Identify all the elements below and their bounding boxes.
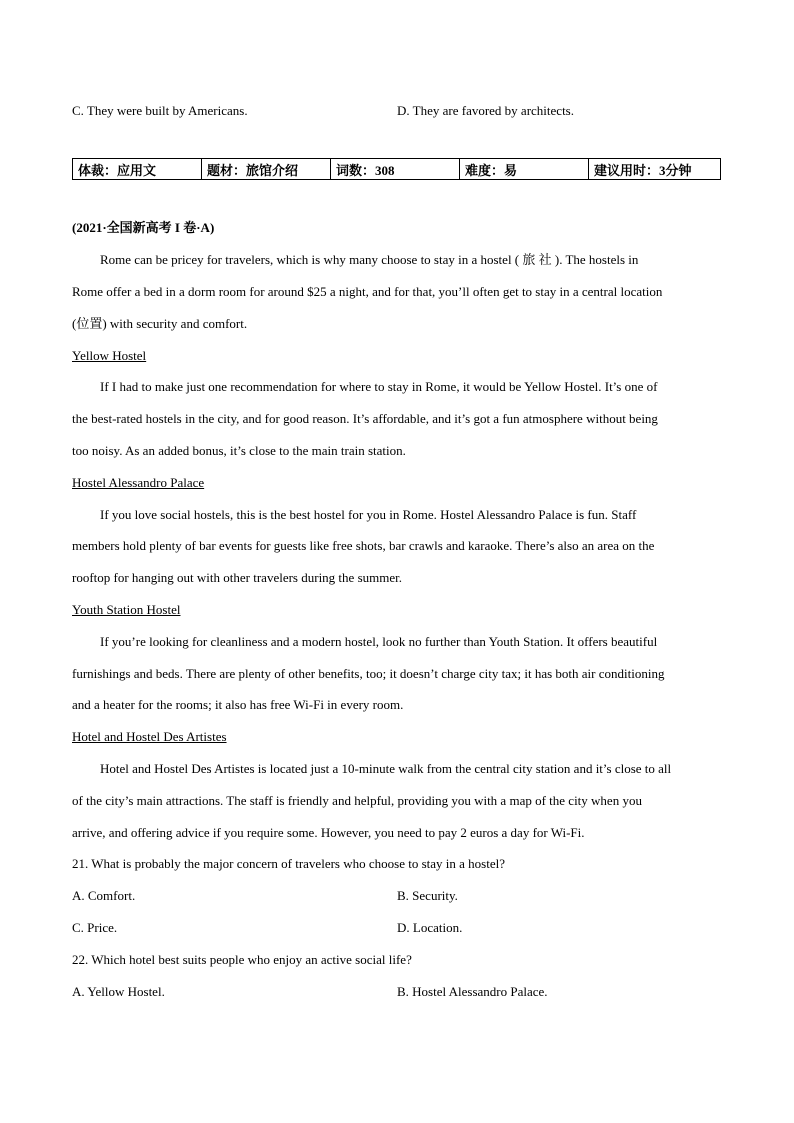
question-stem: 22. Which hotel best suits people who enjoy an active social life?	[72, 952, 412, 967]
option-b: B. Security.	[397, 888, 458, 903]
section-line: and a heater for the rooms; it also has free Wi-Fi in every room.	[72, 697, 404, 712]
prev-option-c: C. They were built by Americans.	[72, 103, 248, 118]
section-heading: Yellow Hostel	[72, 348, 147, 363]
option-a: A. Comfort.	[72, 888, 136, 903]
topic-cell: 题材：旅馆介绍	[202, 159, 331, 180]
prev-option-d: D. They are favored by architects.	[397, 103, 574, 118]
section-line: of the city’s main attractions. The staff is friendly and helpful, providing you with a map of the city when you	[72, 793, 642, 808]
section-heading: Youth Station Hostel	[72, 602, 181, 617]
section-line: If I had to make just one recommendation for where to stay in Rome, it would be Yellow Hostel. It’s one of	[100, 379, 658, 394]
section-line: rooftop for hanging out with other travelers during the summer.	[72, 570, 402, 585]
section-heading: Hostel Alessandro Palace	[72, 475, 205, 490]
word-count-cell: 词数：308	[331, 159, 460, 180]
section-line: If you’re looking for cleanliness and a modern hostel, look no further than Youth Station. It offers beautiful	[100, 634, 658, 649]
section-line: the best-rated hostels in the city, and for good reason. It’s affordable, and it’s got a fun atmosphere without being	[72, 411, 658, 426]
difficulty-cell: 难度：易	[460, 159, 589, 180]
source-label: (2021·全国新高考 I 卷·A)	[72, 220, 215, 235]
option-b: B. Hostel Alessandro Palace.	[397, 984, 548, 999]
intro-line: Rome can be pricey for travelers, which is why many choose to stay in a hostel ( 旅 社 ). The hostels in	[100, 252, 639, 267]
question-stem: 21. What is probably the major concern of travelers who choose to stay in a hostel?	[72, 856, 505, 871]
intro-line: (位置) with security and comfort.	[72, 316, 248, 331]
section-line: arrive, and offering advice if you require some. However, you need to pay 2 euros a day for Wi-Fi.	[72, 825, 585, 840]
section-line: Hotel and Hostel Des Artistes is located just a 10-minute walk from the central city station and it’s close to all	[100, 761, 672, 776]
section-heading: Hotel and Hostel Des Artistes	[72, 729, 227, 744]
genre-cell: 体裁：应用文	[73, 159, 202, 180]
option-a: A. Yellow Hostel.	[72, 984, 165, 999]
section-line: If you love social hostels, this is the best hostel for you in Rome. Hostel Alessandro Palace is fun. Staff	[100, 507, 637, 522]
option-c: C. Price.	[72, 920, 118, 935]
passage-info-table	[72, 158, 721, 180]
suggested-time-cell: 建议用时：3分钟	[589, 159, 721, 180]
option-d: D. Location.	[397, 920, 463, 935]
section-line: too noisy. As an added bonus, it’s close to the main train station.	[72, 443, 406, 458]
section-line: furnishings and beds. There are plenty of other benefits, too; it doesn’t charge city tax; it has both air conditioning	[72, 666, 665, 681]
intro-line: Rome offer a bed in a dorm room for around $25 a night, and for that, you’ll often get to stay in a central location	[72, 284, 663, 299]
section-line: members hold plenty of bar events for guests like free shots, bar crawls and karaoke. There’s also an area on the	[72, 538, 655, 553]
